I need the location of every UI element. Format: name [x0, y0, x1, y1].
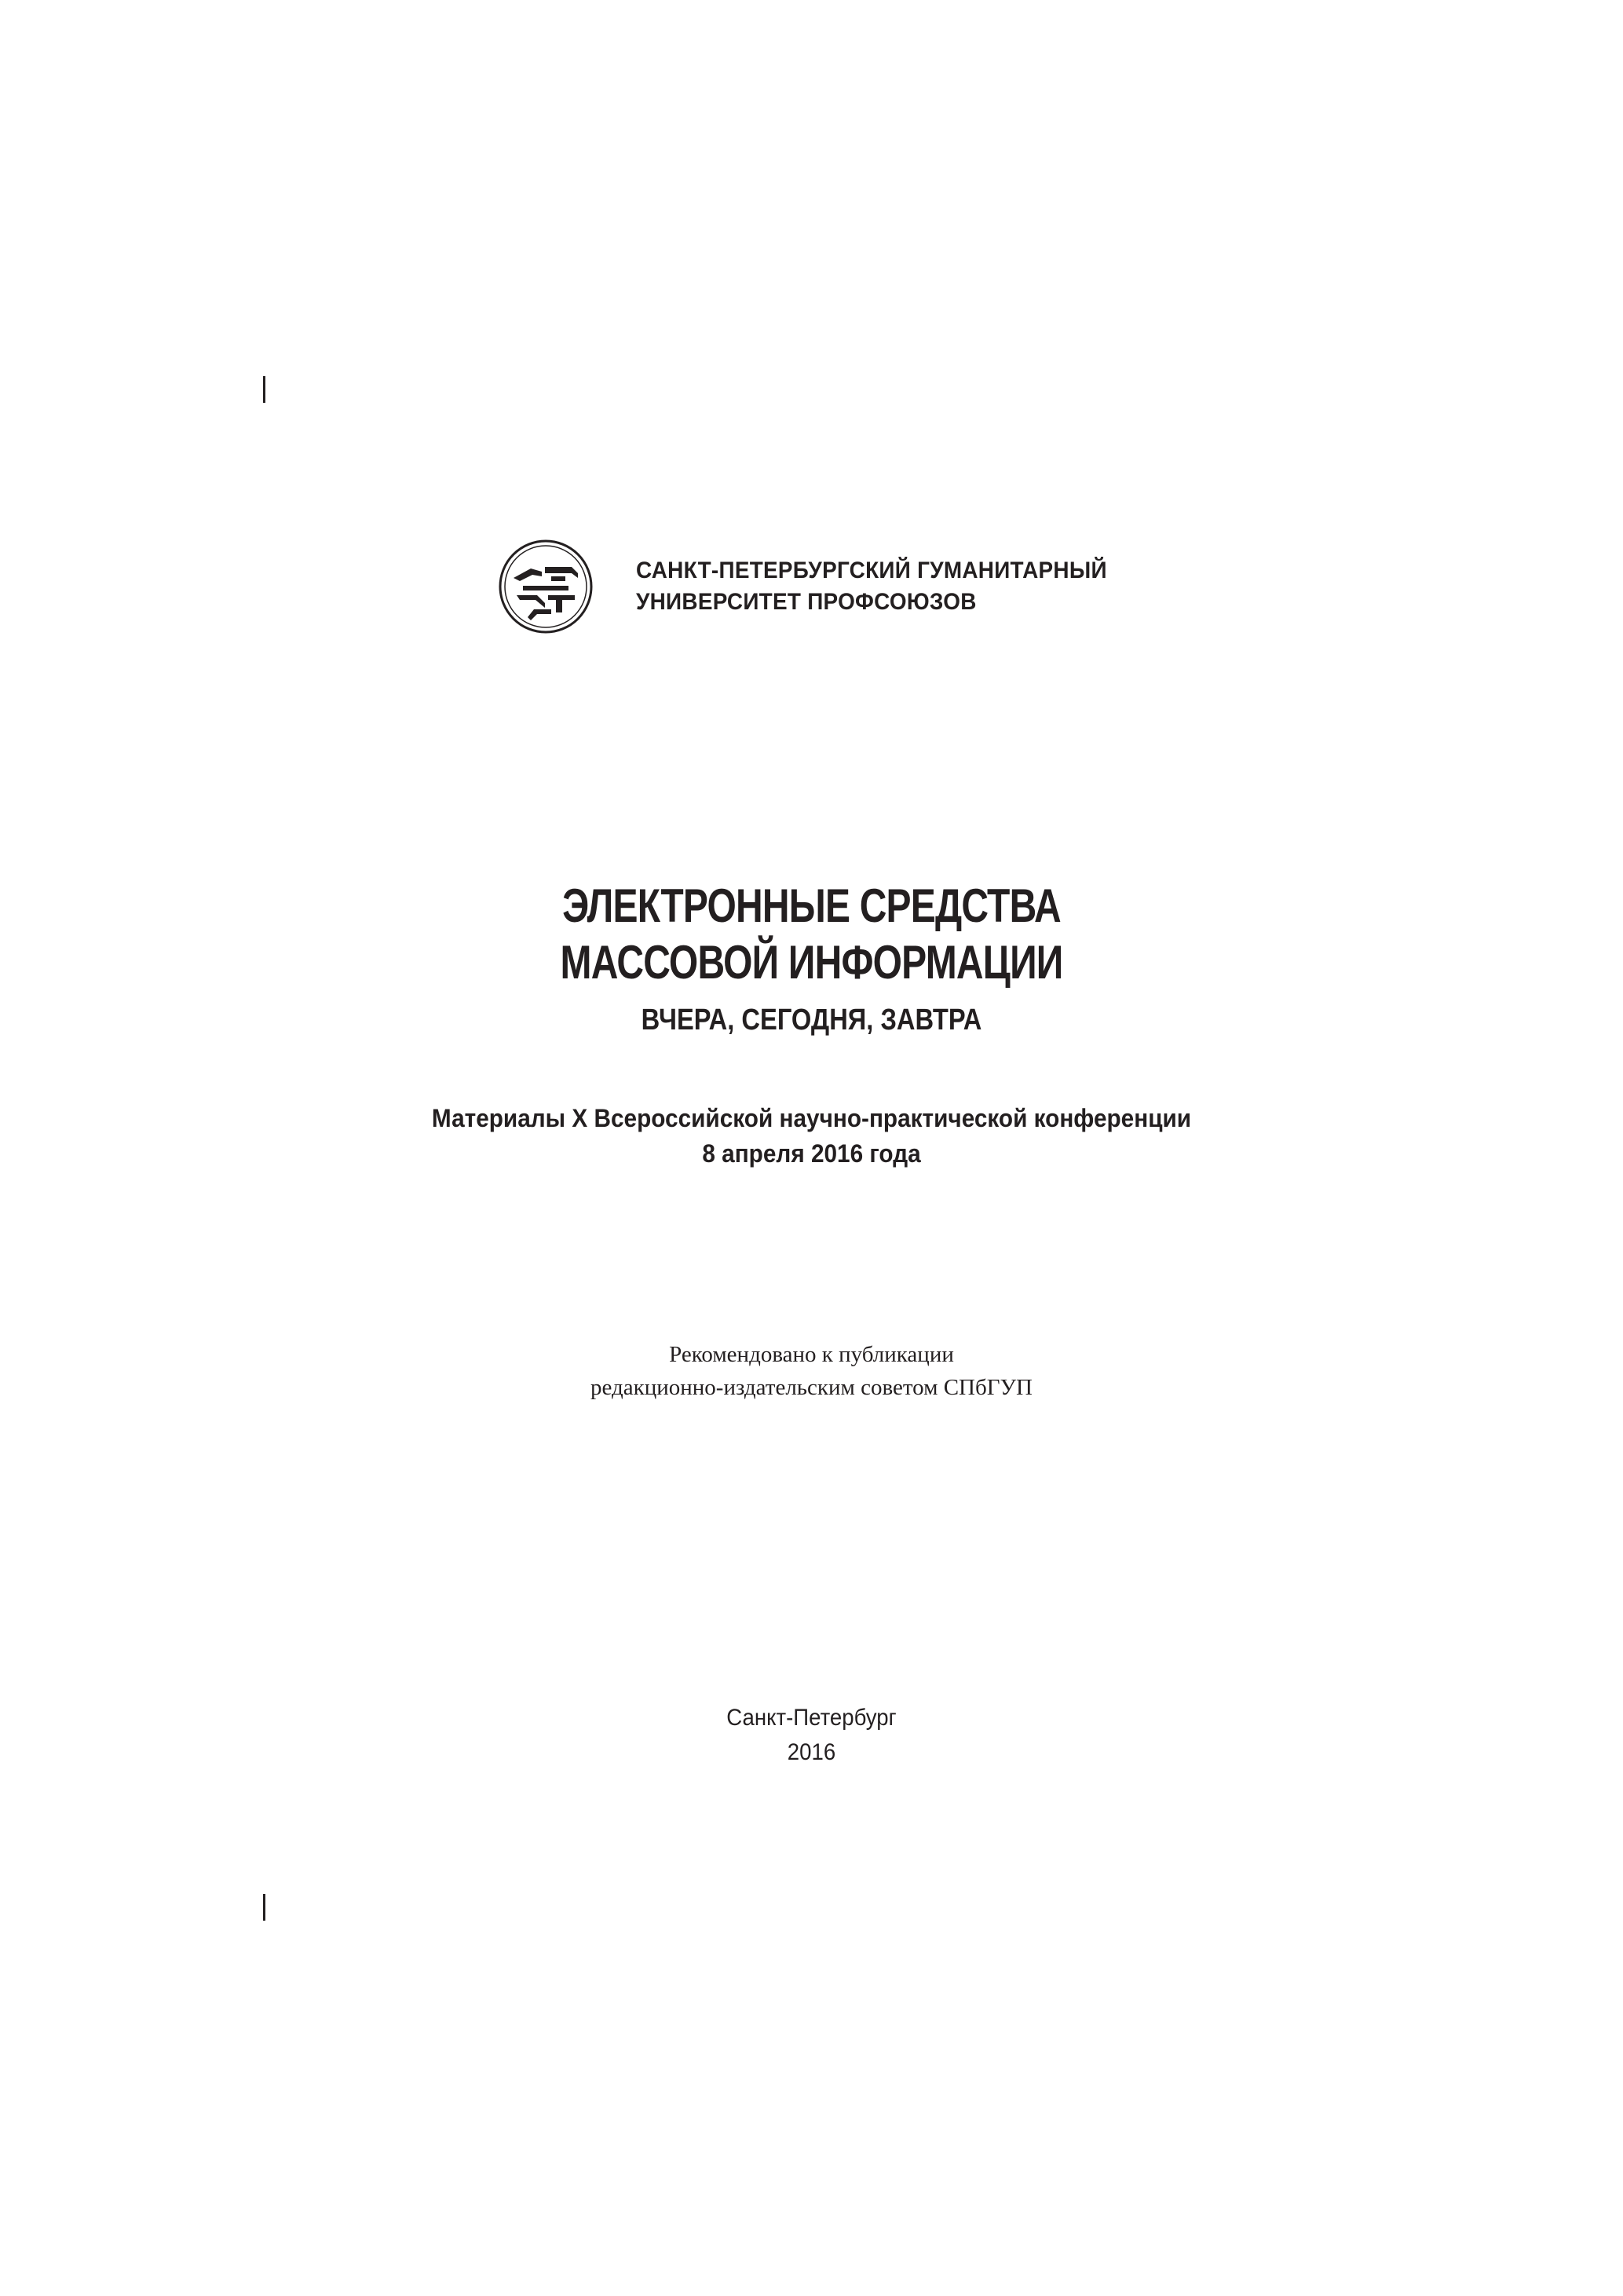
recommendation-line1: Рекомендовано к публикации — [669, 1342, 954, 1367]
imprint-city: Санкт-Петербург — [726, 1705, 897, 1731]
university-name-line1: САНКТ-ПЕТЕРБУРГСКИЙ ГУМАНИТАРНЫЙ — [636, 558, 1107, 583]
imprint — [0, 1701, 1623, 1770]
subtitle: ВЧЕРА, СЕГОДНЯ, ЗАВТРА — [641, 1004, 982, 1036]
recommendation-line2: редакционно-издательским советом СПбГУП — [590, 1375, 1033, 1400]
main-title-line2: МАССОВОЙ ИНФОРМАЦИИ — [560, 936, 1063, 989]
imprint-year: 2016 — [787, 1739, 836, 1765]
university-logo-icon — [496, 537, 595, 636]
recommendation-note — [0, 1338, 1623, 1404]
conference-date: 8 апреля 2016 года — [702, 1139, 921, 1168]
conference-info — [0, 1101, 1623, 1172]
title-block — [0, 878, 1623, 1038]
conference-line1: Материалы X Всероссийской научно-практической конференции — [431, 1104, 1192, 1132]
crop-mark-top — [263, 376, 265, 403]
crop-mark-bottom — [263, 1894, 265, 1921]
university-name-line2: УНИВЕРСИТЕТ ПРОФСОЮЗОВ — [636, 589, 977, 615]
main-title — [163, 878, 1461, 991]
university-header — [496, 536, 1142, 637]
main-title-line1: ЭЛЕКТРОННЫЕ СРЕДСТВА — [562, 879, 1061, 932]
